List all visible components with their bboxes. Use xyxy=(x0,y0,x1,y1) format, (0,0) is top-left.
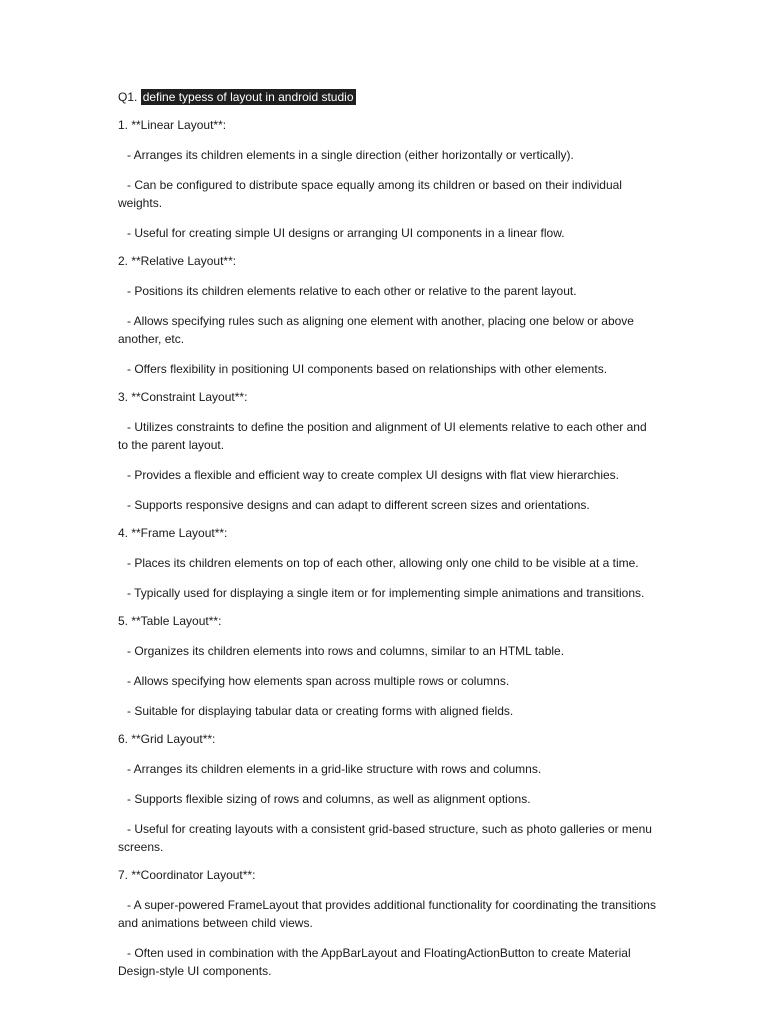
section-heading: 4. **Frame Layout**: xyxy=(118,526,228,540)
section-heading: 5. **Table Layout**: xyxy=(118,614,222,628)
section-bullet: - Allows specifying how elements span across multiple rows or columns. xyxy=(127,674,510,688)
section-bullet: - Typically used for displaying a single item or for implementing simple animations and transitions. xyxy=(127,586,645,600)
document-body xyxy=(118,88,658,992)
layout-sections xyxy=(118,118,658,980)
section-bullet: - Can be configured to distribute space equally among its children or based on their individual weights. xyxy=(118,178,622,210)
question-highlighted-text: define typess of layout in android studio xyxy=(142,90,354,104)
section-bullet: - Offers flexibility in positioning UI components based on relationships with other elements. xyxy=(127,362,608,376)
question-line xyxy=(118,88,658,106)
section-bullet: - Places its children elements on top of each other, allowing only one child to be visible at a time. xyxy=(127,556,639,570)
section-bullet: - Organizes its children elements into rows and columns, similar to an HTML table. xyxy=(127,644,565,658)
section-bullet: - Useful for creating layouts with a consistent grid-based structure, such as photo galleries or menu screens. xyxy=(118,822,652,854)
section-heading: 6. **Grid Layout**: xyxy=(118,732,216,746)
section-bullet: - Allows specifying rules such as aligning one element with another, placing one below or above another, etc. xyxy=(118,314,634,346)
section-bullet: - A super-powered FrameLayout that provides additional functionality for coordinating the transitions and animations between child views. xyxy=(118,898,656,930)
section-bullet: - Positions its children elements relative to each other or relative to the parent layout. xyxy=(127,284,577,298)
section-heading: 1. **Linear Layout**: xyxy=(118,118,227,132)
section-bullet: - Often used in combination with the AppBarLayout and FloatingActionButton to create Material Design-style UI components. xyxy=(118,946,631,978)
section-bullet: - Utilizes constraints to define the position and alignment of UI elements relative to each other and to the parent layout. xyxy=(118,420,647,452)
section-bullet: - Arranges its children elements in a grid-like structure with rows and columns. xyxy=(127,762,542,776)
section-heading: 2. **Relative Layout**: xyxy=(118,254,237,268)
section-bullet: - Useful for creating simple UI designs or arranging UI components in a linear flow. xyxy=(127,226,565,240)
question-prefix: Q1. xyxy=(118,90,138,104)
section-heading: 3. **Constraint Layout**: xyxy=(118,390,248,404)
section-bullet: - Supports responsive designs and can adapt to different screen sizes and orientations. xyxy=(127,498,590,512)
section-bullet: - Supports flexible sizing of rows and columns, as well as alignment options. xyxy=(127,792,531,806)
section-bullet: - Suitable for displaying tabular data or creating forms with aligned fields. xyxy=(127,704,514,718)
section-bullet: - Provides a flexible and efficient way to create complex UI designs with flat view hierarchies. xyxy=(127,468,620,482)
section-bullet: - Arranges its children elements in a single direction (either horizontally or vertically). xyxy=(127,148,574,162)
section-heading: 7. **Coordinator Layout**: xyxy=(118,868,256,882)
